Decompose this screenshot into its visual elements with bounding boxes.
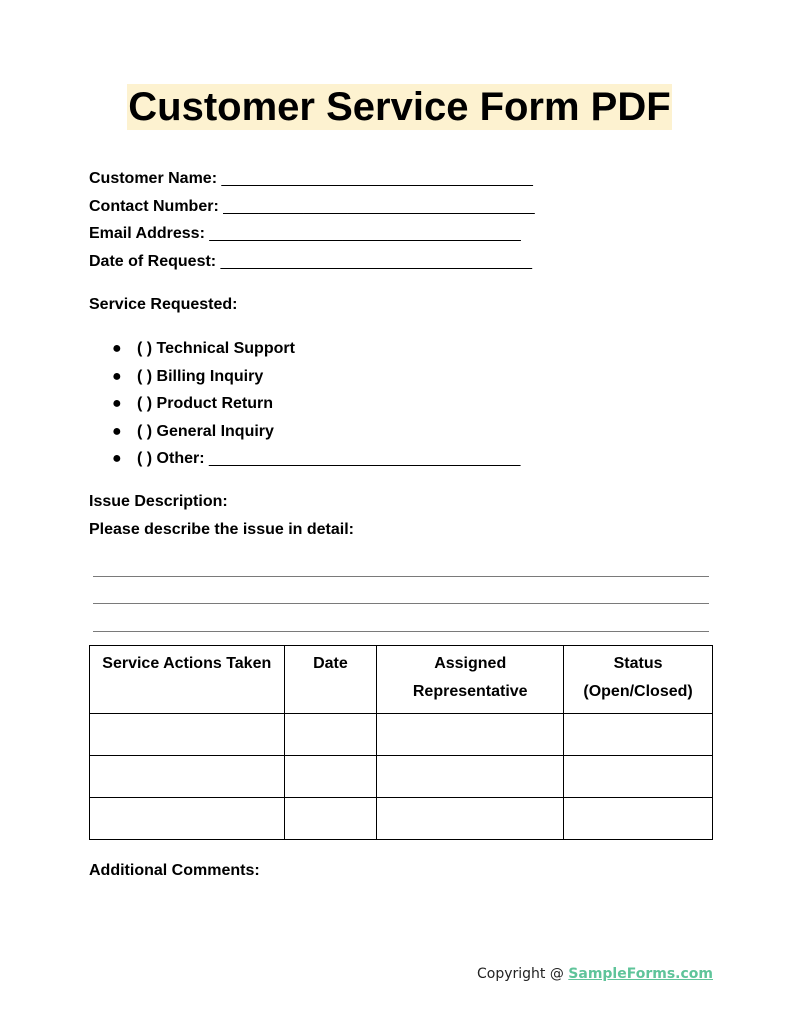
cell-service-action[interactable]	[90, 798, 285, 840]
cell-status[interactable]	[564, 798, 713, 840]
cell-status[interactable]	[564, 756, 713, 798]
option-product-return[interactable]: ( ) Product Return	[137, 395, 273, 412]
copyright-footer	[477, 965, 713, 983]
additional-comments-heading: Additional Comments:	[89, 862, 260, 879]
option-other	[137, 449, 520, 469]
option-billing-inquiry[interactable]: ( ) Billing Inquiry	[137, 368, 264, 385]
header-assigned-representative: Assigned Representative	[377, 646, 564, 714]
other-blank[interactable]: ___________________________________	[209, 450, 521, 467]
table-row	[90, 714, 713, 756]
cell-representative[interactable]	[377, 798, 564, 840]
table-row	[90, 756, 713, 798]
field-label: Date of Request:	[89, 253, 217, 270]
bullet-icon: ●	[112, 395, 122, 412]
issue-description-heading: Issue Description:	[89, 493, 228, 510]
copyright-prefix: Copyright @	[476, 966, 569, 982]
header-service-actions: Service Actions Taken	[90, 646, 285, 714]
option-technical-support[interactable]: ( ) Technical Support	[137, 340, 295, 357]
contact-number-blank[interactable]: ___________________________________	[223, 198, 535, 215]
sampleforms-link[interactable]: SampleForms.com	[568, 966, 713, 982]
bullet-icon: ●	[112, 423, 122, 440]
date-of-request-blank[interactable]: ___________________________________	[220, 253, 533, 270]
field-customer-name	[89, 169, 533, 189]
title-container	[0, 84, 799, 130]
cell-date[interactable]	[284, 756, 377, 798]
field-email-address	[89, 224, 521, 244]
header-status: Status (Open/Closed)	[564, 646, 713, 714]
cell-representative[interactable]	[377, 756, 564, 798]
customer-name-blank[interactable]: ___________________________________	[221, 170, 533, 187]
field-label: Contact Number:	[89, 198, 219, 215]
issue-line-2[interactable]	[93, 603, 709, 604]
bullet-icon: ●	[112, 450, 122, 467]
bullet-icon: ●	[112, 340, 122, 357]
field-label: Email Address:	[89, 225, 205, 242]
cell-date[interactable]	[284, 714, 377, 756]
field-contact-number	[89, 197, 535, 217]
email-address-blank[interactable]: ___________________________________	[209, 225, 521, 242]
header-date: Date	[284, 646, 377, 714]
service-requested-heading: Service Requested:	[89, 296, 238, 313]
page-title: Customer Service Form PDF	[128, 85, 671, 129]
option-general-inquiry[interactable]: ( ) General Inquiry	[137, 423, 274, 440]
table-row	[90, 798, 713, 840]
bullet-icon: ●	[112, 368, 122, 385]
cell-service-action[interactable]	[90, 714, 285, 756]
field-label: Customer Name:	[89, 170, 218, 187]
field-date-of-request	[89, 252, 532, 272]
table-header-row	[90, 646, 713, 714]
option-other-label[interactable]: ( ) Other:	[137, 450, 205, 467]
service-actions-table	[89, 645, 713, 840]
cell-service-action[interactable]	[90, 756, 285, 798]
cell-date[interactable]	[284, 798, 377, 840]
cell-status[interactable]	[564, 714, 713, 756]
issue-line-3[interactable]	[93, 631, 709, 632]
cell-representative[interactable]	[377, 714, 564, 756]
issue-description-prompt: Please describe the issue in detail:	[89, 521, 354, 538]
issue-line-1[interactable]	[93, 576, 709, 577]
